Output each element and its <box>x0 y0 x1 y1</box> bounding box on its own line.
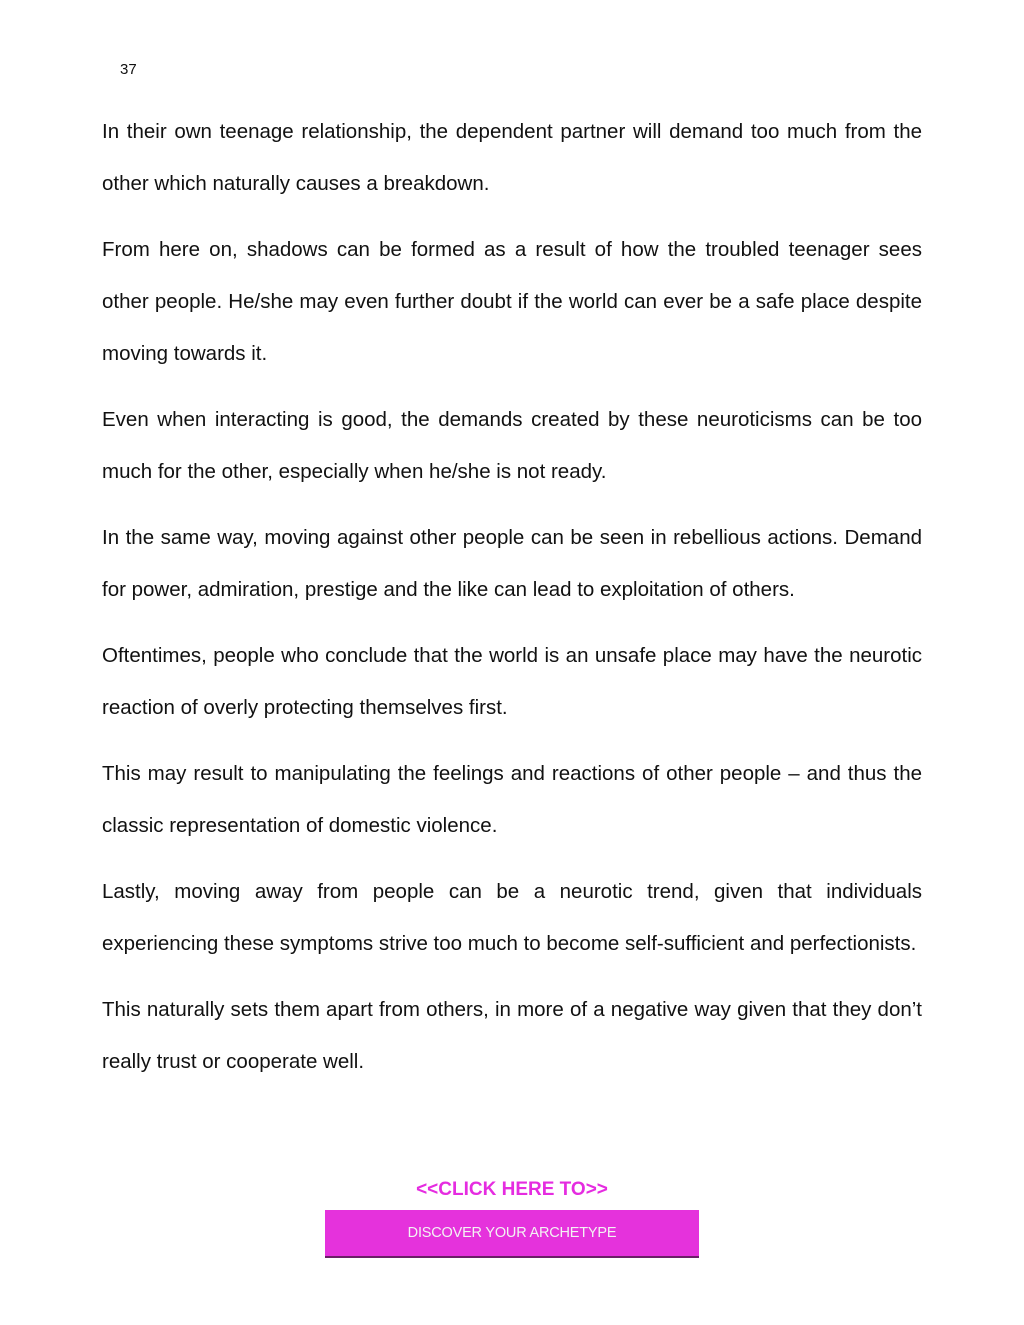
discover-archetype-button-label: DISCOVER YOUR ARCHETYPE <box>407 1225 617 1241</box>
paragraph: In their own teenage relationship, the dependent partner will demand too much from the other which naturally causes a breakdown. <box>102 120 922 195</box>
paragraph: In the same way, moving against other people can be seen in rebellious actions. Demand for power, admiration, prestige and the like can lead to exploitation of others. <box>102 526 922 601</box>
paragraph: Even when interacting is good, the demands created by these neuroticisms can be too much for the other, especially when he/she is not ready. <box>102 408 922 483</box>
paragraph: Oftentimes, people who conclude that the world is an unsafe place may have the neurotic reaction of overly protecting themselves first. <box>102 644 922 719</box>
paragraph: This may result to manipulating the feelings and reactions of other people – and thus the classic representation of domestic violence. <box>102 762 922 837</box>
paragraph: From here on, shadows can be formed as a result of how the troubled teenager sees other people. He/she may even further doubt if the world can ever be a safe place despite moving towards it. <box>102 238 922 365</box>
discover-archetype-button[interactable] <box>325 1210 699 1258</box>
body-text <box>102 106 922 1102</box>
page-number: 37 <box>120 61 137 78</box>
paragraph: Lastly, moving away from people can be a neurotic trend, given that individuals experiencing these symptoms strive too much to become self-sufficient and perfectionists. <box>102 880 922 955</box>
paragraph: This naturally sets them apart from others, in more of a negative way given that they don’t really trust or cooperate well. <box>102 998 922 1073</box>
click-here-link[interactable]: <<CLICK HERE TO>> <box>416 1179 608 1200</box>
